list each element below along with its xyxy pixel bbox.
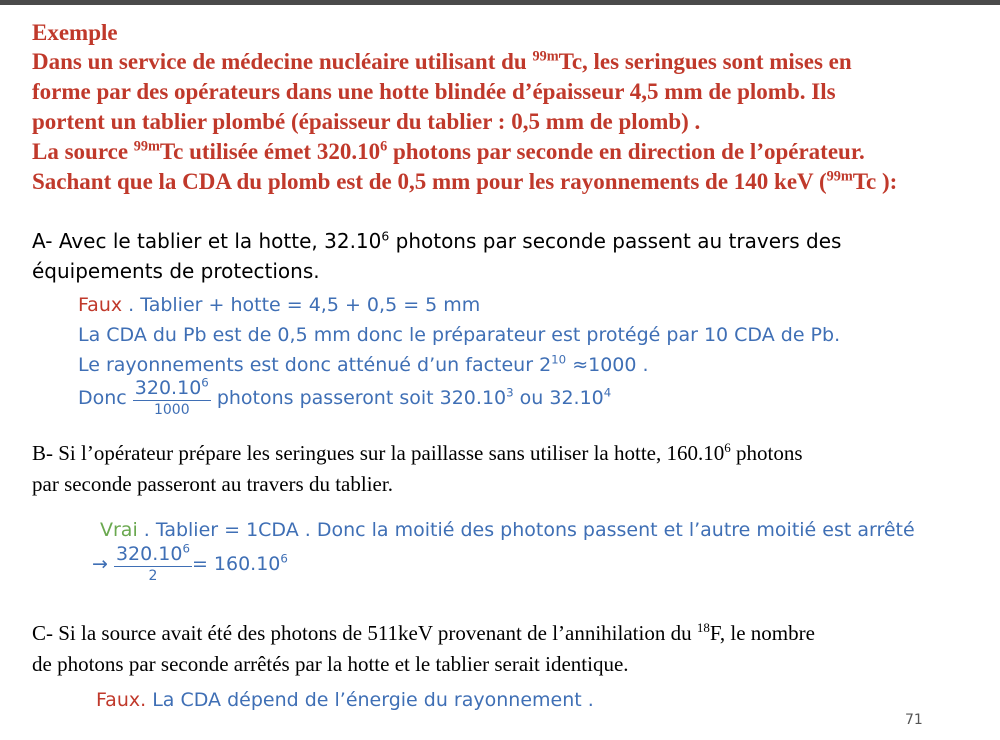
- verdict-c: Faux.: [96, 689, 147, 711]
- header-line-2: forme par des opérateurs dans une hotte blindée d’épaisseur 4,5 mm de plomb. Ils: [32, 79, 836, 104]
- answer-a-line-4: Donc $\frac{320.10^6}{1000}$ photons passeront soit 320.10$^3$ ou 32.10$^4$: [78, 375, 612, 418]
- top-border: [0, 0, 1000, 5]
- answer-a-line-3: Le rayonnements est donc atténué d’un facteur $2^{10} \approx 1000$ .: [78, 352, 649, 376]
- question-a-line-1: A- Avec le tablier et la hotte, 32.10$^6$ photons par seconde passent au travers des: [32, 228, 842, 253]
- answer-b-line-2: → $\frac{320.10^6}{2}$ = $160.10^6$: [92, 541, 288, 584]
- answer-b-line-1: Vrai . Tablier = 1CDA . Donc la moitié des photons passent et l’autre moitié est arrêté: [100, 519, 915, 541]
- question-b-line-1: B- Si l’opérateur prépare les seringues sur la paillasse sans utiliser la hotte, 160.10$^6$ photons: [32, 440, 803, 465]
- question-c-line-1: C- Si la source avait été des photons de 511keV provenant de l’annihilation du $^{18}$F, le nombre: [32, 620, 815, 645]
- verdict-a: Faux: [78, 294, 123, 316]
- arrow-icon: →: [92, 553, 108, 576]
- fraction-a: $\frac{320.10^6}{1000}$: [134, 375, 209, 418]
- verdict-b: Vrai: [100, 519, 138, 541]
- page-number: 71: [905, 712, 923, 728]
- header-line-1: Dans un service de médecine nucléaire utilisant du $^{99m}$Tc, les seringues sont mises en: [32, 48, 852, 74]
- question-c-line-2: de photons par seconde arrêtés par la hotte et le tablier serait identique.: [32, 652, 629, 676]
- fraction-b: $\frac{320.10^6}{2}$: [115, 541, 190, 584]
- question-a-line-2: équipements de protections.: [32, 259, 320, 283]
- answer-a-line-2: La CDA du Pb est de 0,5 mm donc le préparateur est protégé par 10 CDA de Pb.: [78, 324, 841, 346]
- question-b-line-2: par seconde passeront au travers du tablier.: [32, 472, 393, 496]
- example-title: Exemple: [32, 20, 118, 45]
- header-line-4: La source $^{99m}$Tc utilisée émet 320.10$^6$ photons par seconde en direction de l’opérateur.: [32, 138, 865, 164]
- header-line-3: portent un tablier plombé (épaisseur du tablier : 0,5 mm de plomb) .: [32, 109, 701, 134]
- header-line-5: Sachant que la CDA du plomb est de 0,5 mm pour les rayonnements de 140 keV ($^{99m}$Tc ):: [32, 168, 898, 194]
- answer-c-line-1: Faux. La CDA dépend de l’énergie du rayonnement .: [96, 689, 594, 711]
- answer-a-line-1: Faux . Tablier + hotte = 4,5 + 0,5 = 5 mm: [78, 294, 481, 316]
